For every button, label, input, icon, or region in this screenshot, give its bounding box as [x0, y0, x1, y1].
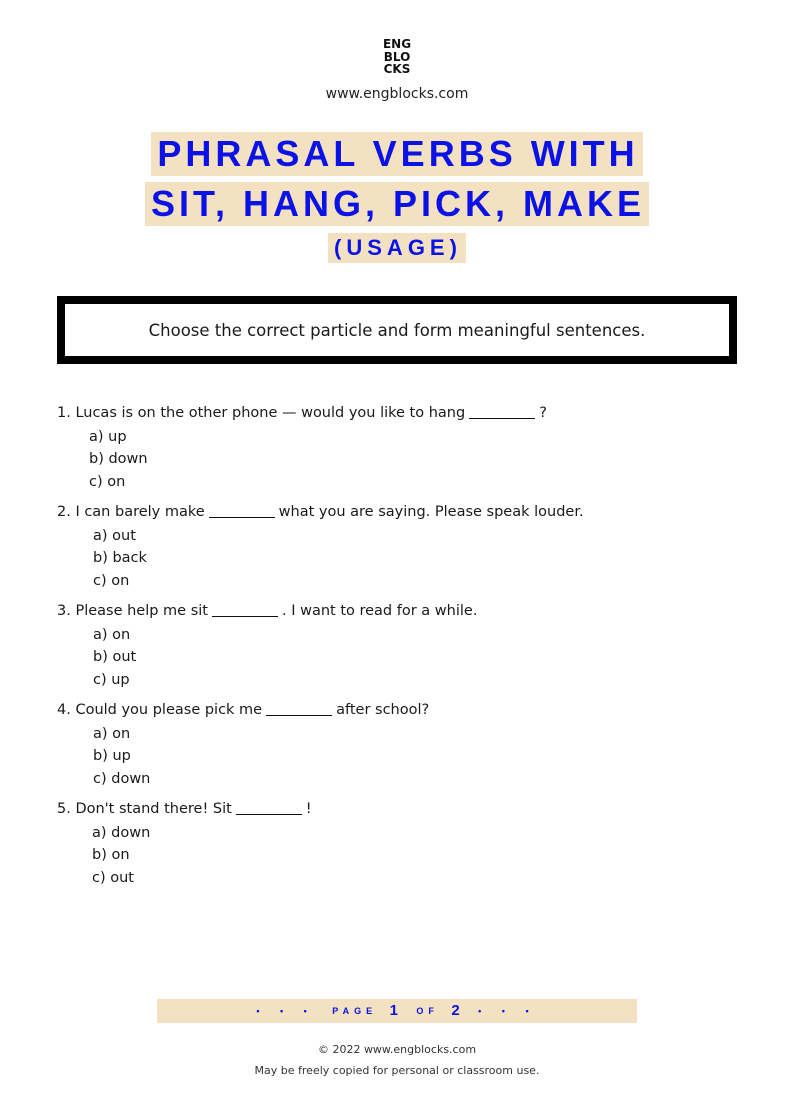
question-1-text-after: ? [539, 405, 547, 421]
dots-right: • • • [478, 1006, 538, 1016]
question-3 [57, 603, 477, 619]
question-1-option-b[interactable]: b) down [89, 451, 148, 467]
question-4-text-after: after school? [336, 702, 430, 718]
question-3-text: 3. Please help me sit [57, 603, 208, 619]
page-total: 2 [451, 1002, 460, 1019]
question-1 [57, 405, 547, 421]
question-4 [57, 702, 429, 718]
title-subtitle [0, 233, 794, 263]
question-2 [57, 504, 584, 520]
page-indicator [157, 999, 637, 1023]
title-text-2: SIT, HANG, PICK, MAKE [145, 182, 649, 226]
question-1-option-c[interactable]: c) on [89, 474, 126, 490]
question-4-blank[interactable] [266, 703, 332, 716]
question-1-option-a[interactable]: a) up [89, 429, 127, 445]
question-5-option-b[interactable]: b) on [92, 847, 130, 863]
question-2-option-b[interactable]: b) back [93, 550, 147, 566]
question-3-blank[interactable] [212, 604, 278, 617]
question-3-text-after: . I want to read for a while. [281, 603, 478, 619]
question-5-blank[interactable] [236, 802, 302, 815]
site-url[interactable]: www.engblocks.com [325, 86, 469, 102]
instructions-text: Choose the correct particle and form meaningful sentences. [148, 320, 646, 340]
page-current: 1 [389, 1002, 398, 1019]
title-line-1 [0, 132, 794, 176]
question-3-option-a[interactable]: a) on [93, 627, 131, 643]
question-5 [57, 801, 312, 817]
title-text-1: PHRASAL VERBS WITH [151, 132, 642, 176]
logo-line-1: ENG [382, 37, 412, 51]
question-5-option-a[interactable]: a) down [92, 825, 151, 841]
instructions-box [57, 296, 737, 364]
question-3-option-c[interactable]: c) up [93, 672, 130, 688]
question-5-option-c[interactable]: c) out [92, 870, 134, 886]
dots-left: • • • [256, 1006, 316, 1016]
page-label: PAGE [332, 1006, 378, 1016]
question-5-text-after: ! [305, 801, 312, 817]
logo-line-3: CKS [383, 62, 411, 76]
copyright-text: © 2022 www.engblocks.com [317, 1043, 477, 1056]
title-line-2 [0, 182, 794, 226]
question-5-text: 5. Don't stand there! Sit [57, 801, 232, 817]
question-2-text-after: what you are saying. Please speak louder. [278, 504, 584, 520]
question-2-option-c[interactable]: c) on [93, 573, 130, 589]
license-text: May be freely copied for personal or classroom use. [254, 1064, 540, 1077]
question-4-text: 4. Could you please pick me [57, 702, 263, 718]
question-4-option-b[interactable]: b) up [93, 748, 131, 764]
of-label: OF [416, 1006, 439, 1016]
question-4-option-a[interactable]: a) on [93, 726, 131, 742]
question-2-blank[interactable] [209, 505, 275, 518]
question-4-option-c[interactable]: c) down [93, 771, 151, 787]
logo-line-2: BLO [383, 49, 411, 64]
subtitle-text: (USAGE) [328, 233, 466, 263]
question-1-text: 1. Lucas is on the other phone — would you like to hang [57, 405, 466, 421]
question-2-text: 2. I can barely make [57, 504, 205, 520]
question-3-option-b[interactable]: b) out [93, 649, 137, 665]
engblocks-logo [0, 38, 794, 76]
question-1-blank[interactable] [469, 406, 535, 419]
question-2-option-a[interactable]: a) out [93, 528, 136, 544]
